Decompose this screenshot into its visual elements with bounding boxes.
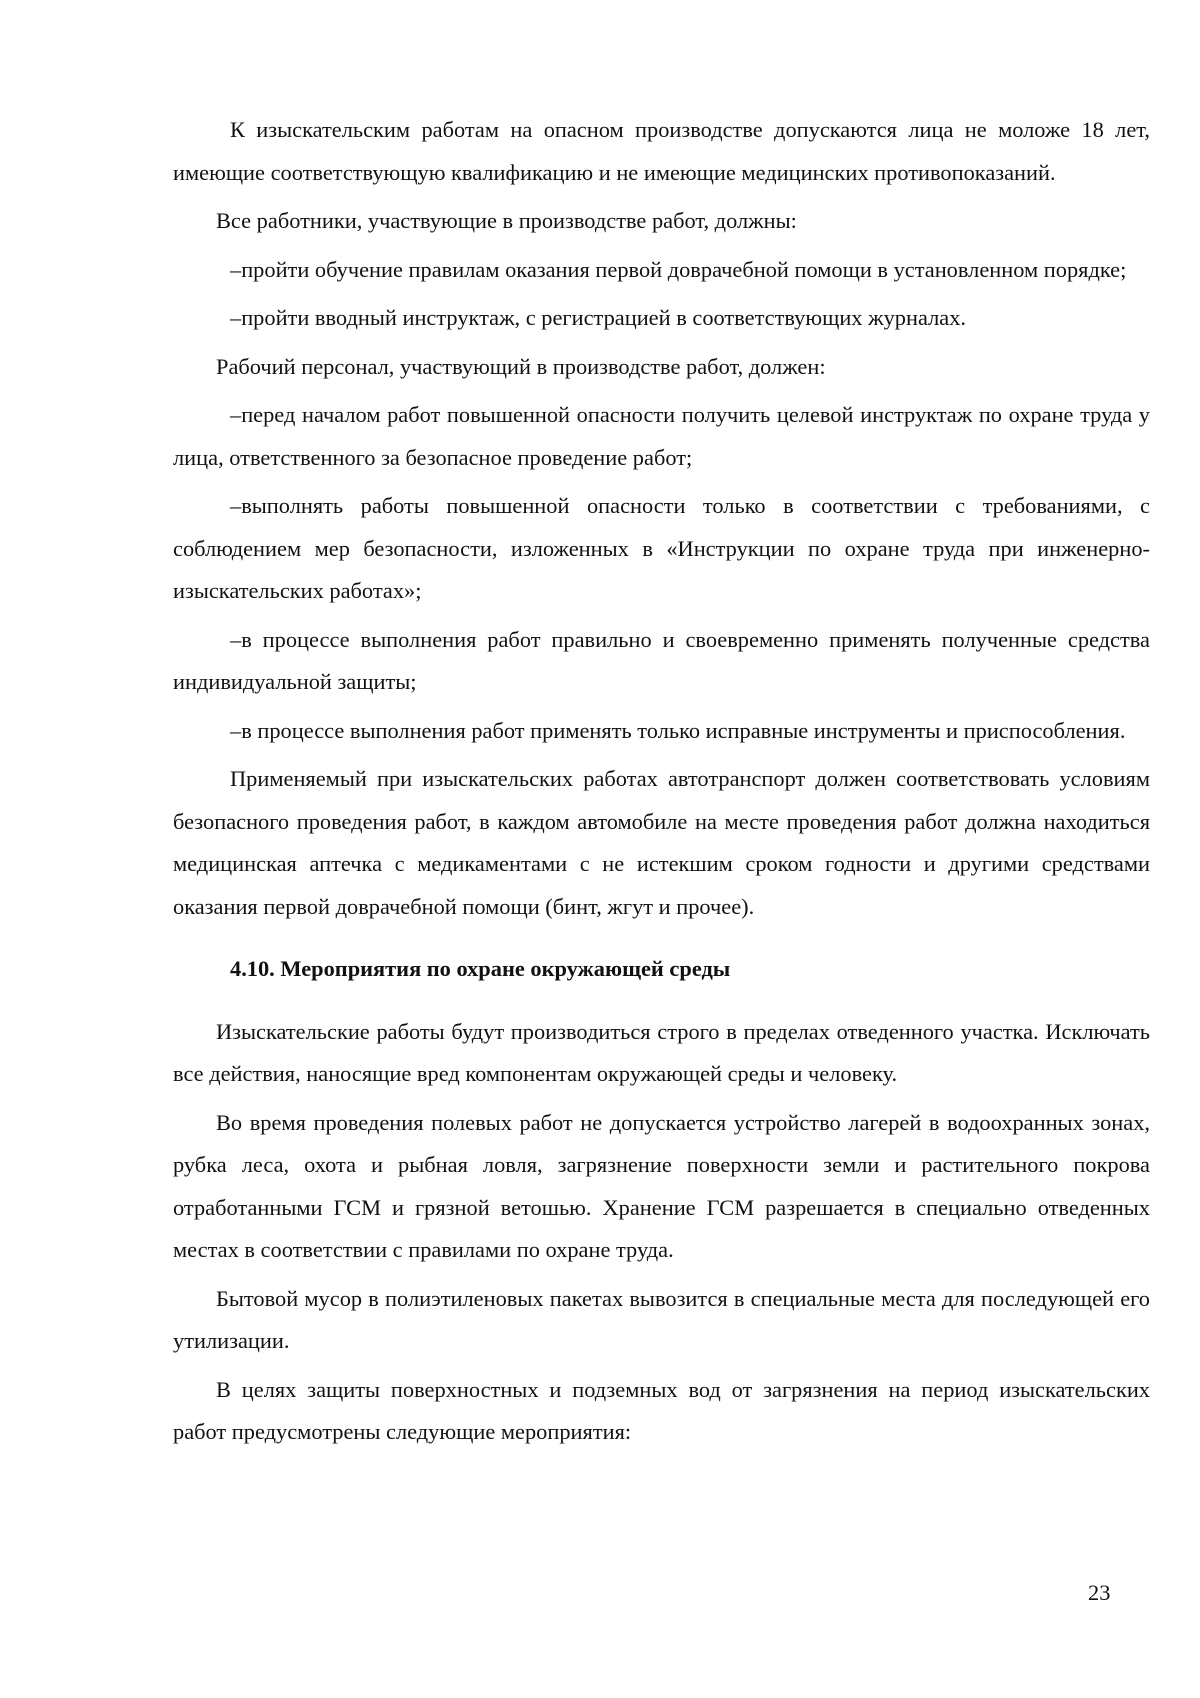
paragraph-workers-must: Все работники, участвующие в производстве работ, должны: — [216, 208, 797, 233]
list-item-serviceable-tools: –в процессе выполнения работ применять только исправные инструменты и приспособления. — [230, 717, 1126, 743]
paragraph-personnel-must: Рабочий персонал, участвующий в производстве работ, должен: — [216, 353, 826, 379]
paragraph-work-boundaries: Изыскательские работы будут производиться строго в пределах отведенного участка. Исключать все действия, наносящие вред компонентам окружающей среды и человеку. — [173, 1018, 1150, 1086]
paragraph-water-protection: В целях защиты поверхностных и подземных вод от загрязнения на период изыскательских работ предусмотрены следующие мероприятия: — [173, 1376, 1150, 1444]
paragraph-vehicles: Применяемый при изыскательских работах автотранспорт должен соответствовать условиям безопасного проведения работ, в каждом автомобиле на месте проведения работ должна находиться медицинская аптечка с медикаментами с не истекшим сроком годности и другими средствами оказания первой доврачебной помощи (бинт, жгут и прочее). — [173, 766, 1150, 919]
paragraph-admission-requirements: К изыскательским работам на опасном производстве допускаются лица не моложе 18 лет, имеющие соответствующую квалификацию и не имеющие медицинских противопоказаний. — [173, 117, 1150, 185]
list-item-targeted-briefing: –перед началом работ повышенной опасности получить целевой инструктаж по охране труда у лица, ответственного за безопасное проведение работ; — [173, 402, 1150, 470]
list-item-induction-briefing: –пройти вводный инструктаж, с регистрацией в соответствующих журналах. — [230, 305, 966, 330]
body-text — [173, 109, 1150, 1454]
list-item-safety-compliance: –выполнять работы повышенной опасности только в соответствии с требованиями, с соблюдением мер безопасности, изложенных в «Инструкции по охране труда при инженерно-изыскательских работах»; — [173, 493, 1150, 603]
list-item-protective-equipment: –в процессе выполнения работ правильно и своевременно применять полученные средства индивидуальной защиты; — [173, 626, 1150, 694]
list-item-first-aid-training: –пройти обучение правилам оказания первой доврачебной помощи в установленном порядке; — [230, 256, 1127, 282]
section-heading: 4.10. Мероприятия по охране окружающей среды — [230, 956, 731, 981]
page-number: 23 — [1088, 1580, 1111, 1605]
paragraph-household-waste: Бытовой мусор в полиэтиленовых пакетах вывозится в специальные места для последующей его утилизации. — [173, 1285, 1150, 1353]
paragraph-field-restrictions: Во время проведения полевых работ не допускается устройство лагерей в водоохранных зонах, рубка леса, охота и рыбная ловля, загрязнение поверхности земли и растительного покрова отработанными ГСМ и грязной ветошью. Хранение ГСМ разрешается в специально отведенных местах в соответствии с правилами по охране труда. — [173, 1109, 1150, 1262]
